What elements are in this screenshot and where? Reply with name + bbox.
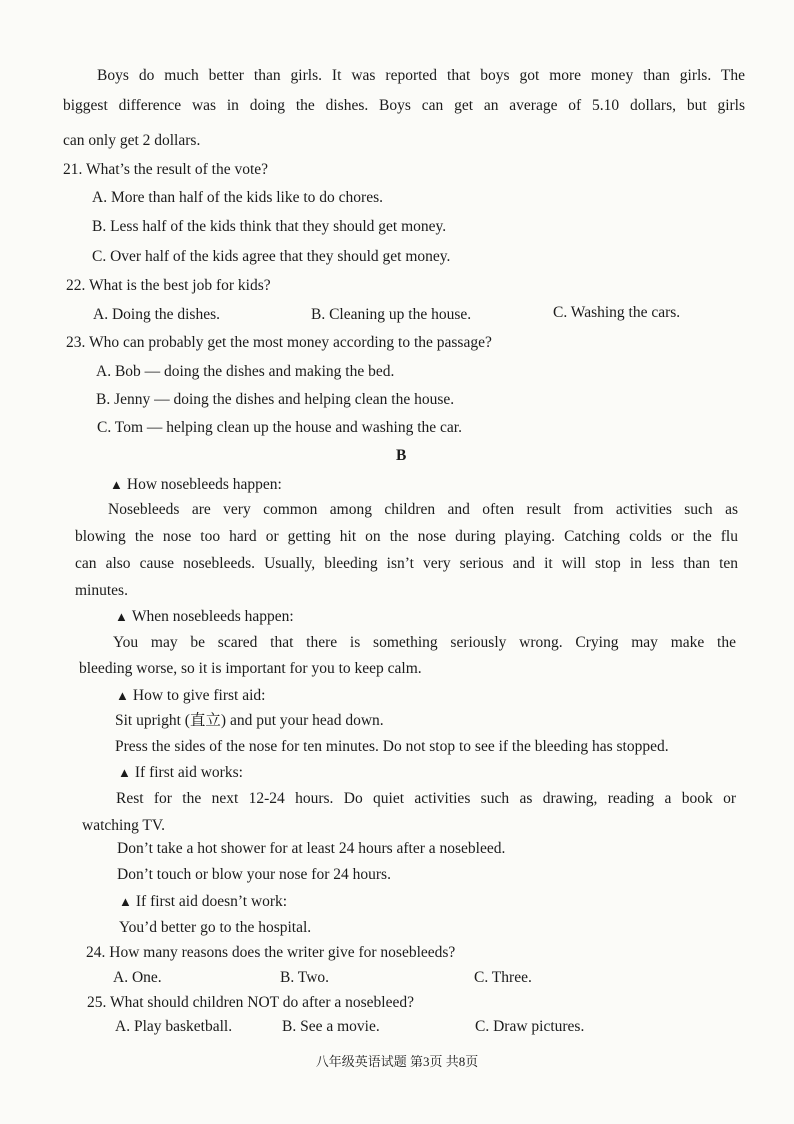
- question-23-stem: 23. Who can probably get the most money according to the passage?: [66, 334, 492, 351]
- paragraph-line: Rest for the next 12-24 hours. Do quiet activities such as drawing, reading a book or: [116, 790, 736, 807]
- paragraph-line: Sit upright (直立) and put your head down.: [115, 712, 384, 729]
- question-22-option-b: B. Cleaning up the house.: [311, 306, 472, 323]
- triangle-bullet-icon: ▲: [118, 765, 131, 780]
- triangle-bullet-icon: ▲: [110, 477, 123, 492]
- heading-when-nosebleeds-happen: ▲ When nosebleeds happen:: [115, 608, 294, 625]
- paragraph-line: Press the sides of the nose for ten minutes. Do not stop to see if the bleeding has stopped.: [115, 738, 669, 755]
- paragraph-line: Don’t touch or blow your nose for 24 hours.: [117, 866, 391, 883]
- paragraph-line: Nosebleeds are very common among children and often result from activities such as: [108, 501, 738, 518]
- paragraph-line: Don’t take a hot shower for at least 24 hours after a nosebleed.: [117, 840, 506, 857]
- question-22-stem: 22. What is the best job for kids?: [66, 277, 271, 294]
- question-24-option-b: B. Two.: [280, 969, 330, 986]
- heading-first-aid: ▲ How to give first aid:: [116, 687, 266, 704]
- question-21-option-b: B. Less half of the kids think that they should get money.: [92, 218, 447, 235]
- heading-first-aid-fails: ▲ If first aid doesn’t work:: [119, 893, 288, 910]
- question-21-stem: 21. What’s the result of the vote?: [63, 161, 269, 178]
- heading-first-aid-works: ▲ If first aid works:: [118, 764, 243, 781]
- heading-how-nosebleeds-happen: ▲ How nosebleeds happen:: [110, 476, 282, 493]
- question-21-option-c: C. Over half of the kids agree that they should get money.: [92, 248, 451, 265]
- triangle-bullet-icon: ▲: [116, 688, 129, 703]
- paragraph-line: You’d better go to the hospital.: [119, 919, 312, 936]
- question-25-option-b: B. See a movie.: [282, 1018, 380, 1035]
- section-b-title: B: [396, 447, 407, 464]
- passage-line: can only get 2 dollars.: [63, 132, 201, 149]
- question-24-option-a: A. One.: [113, 969, 162, 986]
- question-21-option-a: A. More than half of the kids like to do chores.: [92, 189, 383, 206]
- question-23-option-a: A. Bob — doing the dishes and making the bed.: [96, 363, 395, 380]
- page-footer: 八年级英语试题 第3页 共8页: [315, 1054, 479, 1069]
- question-25-option-a: A. Play basketball.: [115, 1018, 233, 1035]
- triangle-bullet-icon: ▲: [119, 894, 132, 909]
- question-25-stem: 25. What should children NOT do after a nosebleed?: [87, 994, 414, 1011]
- question-23-option-b: B. Jenny — doing the dishes and helping clean the house.: [96, 391, 455, 408]
- passage-line: Boys do much better than girls. It was reported that boys got more money than girls. The: [97, 67, 745, 84]
- question-25-option-c: C. Draw pictures.: [475, 1018, 585, 1035]
- question-22-option-a: A. Doing the dishes.: [93, 306, 221, 323]
- paragraph-line: You may be scared that there is something seriously wrong. Crying may make the: [113, 634, 736, 651]
- question-24-stem: 24. How many reasons does the writer give for nosebleeds?: [86, 944, 456, 961]
- paragraph-line: bleeding worse, so it is important for you to keep calm.: [79, 660, 422, 677]
- question-22-option-c: C. Washing the cars.: [553, 304, 681, 321]
- triangle-bullet-icon: ▲: [115, 609, 128, 624]
- passage-line: biggest difference was in doing the dishes. Boys can get an average of 5.10 dollars, but girls: [63, 97, 745, 114]
- paragraph-line: can also cause nosebleeds. Usually, bleeding isn’t very serious and it will stop in less than ten: [75, 555, 738, 572]
- paragraph-line: watching TV.: [82, 817, 165, 834]
- paragraph-line: minutes.: [75, 582, 128, 599]
- paragraph-line: blowing the nose too hard or getting hit on the nose during playing. Catching colds or the flu: [75, 528, 738, 545]
- question-23-option-c: C. Tom — helping clean up the house and washing the car.: [97, 419, 462, 436]
- question-24-option-c: C. Three.: [474, 969, 532, 986]
